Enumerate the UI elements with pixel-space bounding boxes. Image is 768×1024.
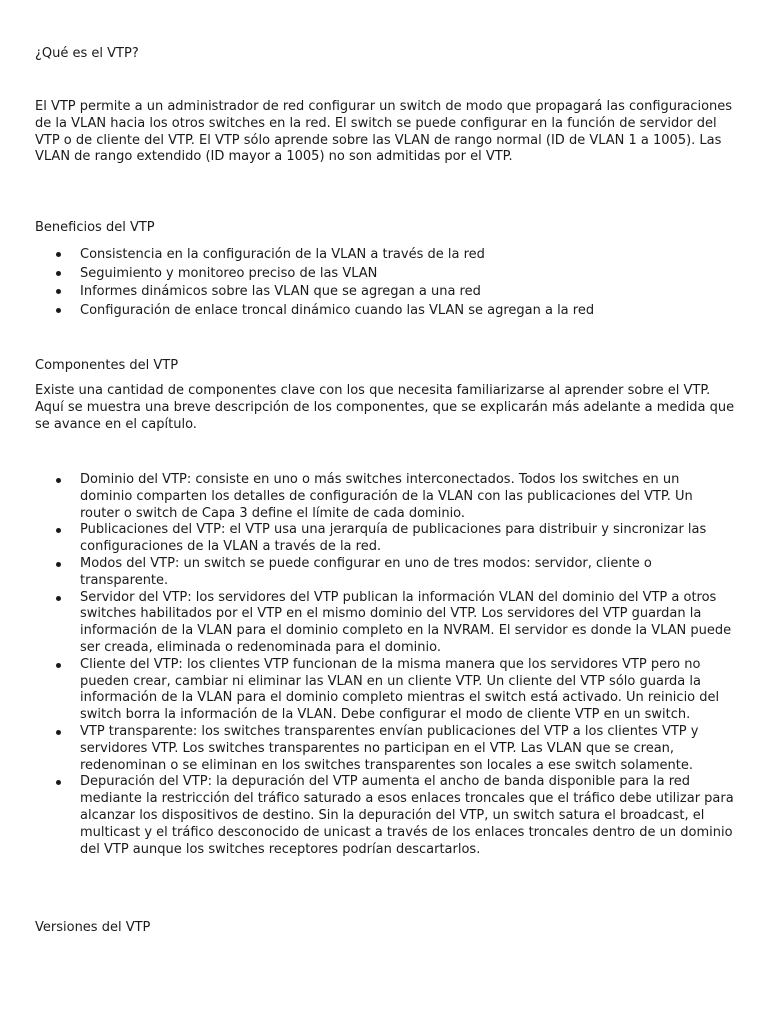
- bullet-icon: [56, 308, 61, 313]
- versions-heading: Versiones del VTP: [35, 920, 151, 935]
- bullet-icon: [56, 252, 61, 257]
- list-item: [35, 522, 735, 556]
- list-item-text: Publicaciones del VTP: el VTP usa una jerarquía de publicaciones para distribuir y sincronizar las configuraciones de la VLAN a través de la red.: [80, 522, 707, 555]
- bullet-icon: [56, 780, 61, 785]
- list-item-text: Consistencia en la configuración de la VLAN a través de la red: [80, 247, 485, 262]
- components-heading: Componentes del VTP: [35, 358, 179, 373]
- list-item: [35, 265, 735, 284]
- list-item: [35, 657, 735, 724]
- list-item: [35, 774, 735, 858]
- intro-paragraph: El VTP permite a un administrador de red configurar un switch de modo que propagará las configuraciones de la VLAN hacia los otros switches en la red. El switch se puede configurar en la función de servidor del VTP o de cliente del VTP. El VTP sólo aprende sobre las VLAN de rango normal (ID de VLAN 1 a 1005). Las VLAN de rango extendido (ID mayor a 1005) no son admitidas por el VTP.: [35, 99, 733, 165]
- bullet-icon: [56, 730, 61, 735]
- list-item-text: Informes dinámicos sobre las VLAN que se agregan a una red: [80, 284, 481, 299]
- list-item: [35, 724, 735, 774]
- components-intro: Existe una cantidad de componentes clave con los que necesita familiarizarse al aprender sobre el VTP. Aquí se muestra una breve descripción de los componentes, que se explicarán más adelante a medida que se avance en el capítulo.: [35, 383, 735, 432]
- list-item-text: Cliente del VTP: los clientes VTP funcionan de la misma manera que los servidores VTP pero no pueden crear, cambiar ni eliminar las VLAN en un cliente VTP. Un cliente del VTP sólo guarda la información de la VLAN para el dominio completo mientras el switch está activado. Un reinicio del switch borra la información de la VLAN. Debe configurar el modo de cliente VTP en un switch.: [80, 656, 720, 723]
- bullet-icon: [56, 478, 61, 483]
- benefits-heading: Beneficios del VTP: [35, 220, 155, 235]
- list-item-text: Seguimiento y monitoreo preciso de las VLAN: [80, 265, 378, 281]
- list-item-text: Depuración del VTP: la depuración del VTP aumenta el ancho de banda disponible para la red mediante la restricción del tráfico saturado a esos enlaces troncales que el tráfico debe utilizar para alcanzar los dispositivos de destino. Sin la depuración del VTP, un switch satura el broadcast, el multicast y el tráfico desconocido de unicast a través de los enlaces troncales dentro de un dominio del VTP aunque los switches receptores podrían descartarlos.: [80, 774, 734, 857]
- list-item: [35, 302, 735, 321]
- list-item-text: Servidor del VTP: los servidores del VTP publican la información VLAN del dominio del VTP a otros switches habilitados por el VTP en el mismo dominio del VTP. Los servidores del VTP guardan la información de la VLAN para el dominio completo en la NVRAM. El servidor es donde la VLAN puede ser creada, eliminada o redenominada para el dominio.: [80, 589, 732, 655]
- list-item-text: Dominio del VTP: consiste en uno o más switches interconectados. Todos los switches en un dominio comparten los detalles de configuración de la VLAN con las publicaciones del VTP. Un router o switch de Capa 3 define el límite de cada dominio.: [80, 472, 693, 521]
- list-item-text: VTP transparente: los switches transparentes envían publicaciones del VTP a los clientes VTP y servidores VTP. Los switches transparentes no participan en el VTP. Las VLAN que se crean, redenominan o se eliminan en los switches transparentes son locales a ese switch solamente.: [80, 723, 699, 773]
- bullet-icon: [56, 663, 61, 668]
- list-item: [35, 590, 735, 657]
- list-item: [35, 283, 735, 302]
- bullet-icon: [56, 562, 61, 567]
- list-item: [35, 556, 735, 590]
- bullet-icon: [56, 271, 61, 276]
- bullet-icon: [56, 596, 61, 601]
- bullet-icon: [56, 289, 61, 294]
- list-item-text: Modos del VTP: un switch se puede configurar en uno de tres modos: servidor, cliente o transparente.: [80, 555, 652, 588]
- list-item: [35, 472, 735, 522]
- list-item: [35, 246, 735, 265]
- bullet-icon: [56, 528, 61, 533]
- components-list: [35, 472, 735, 858]
- benefits-list: [35, 246, 735, 320]
- list-item-text: Configuración de enlace troncal dinámico cuando las VLAN se agregan a la red: [80, 302, 595, 318]
- title-question: ¿Qué es el VTP?: [35, 46, 139, 61]
